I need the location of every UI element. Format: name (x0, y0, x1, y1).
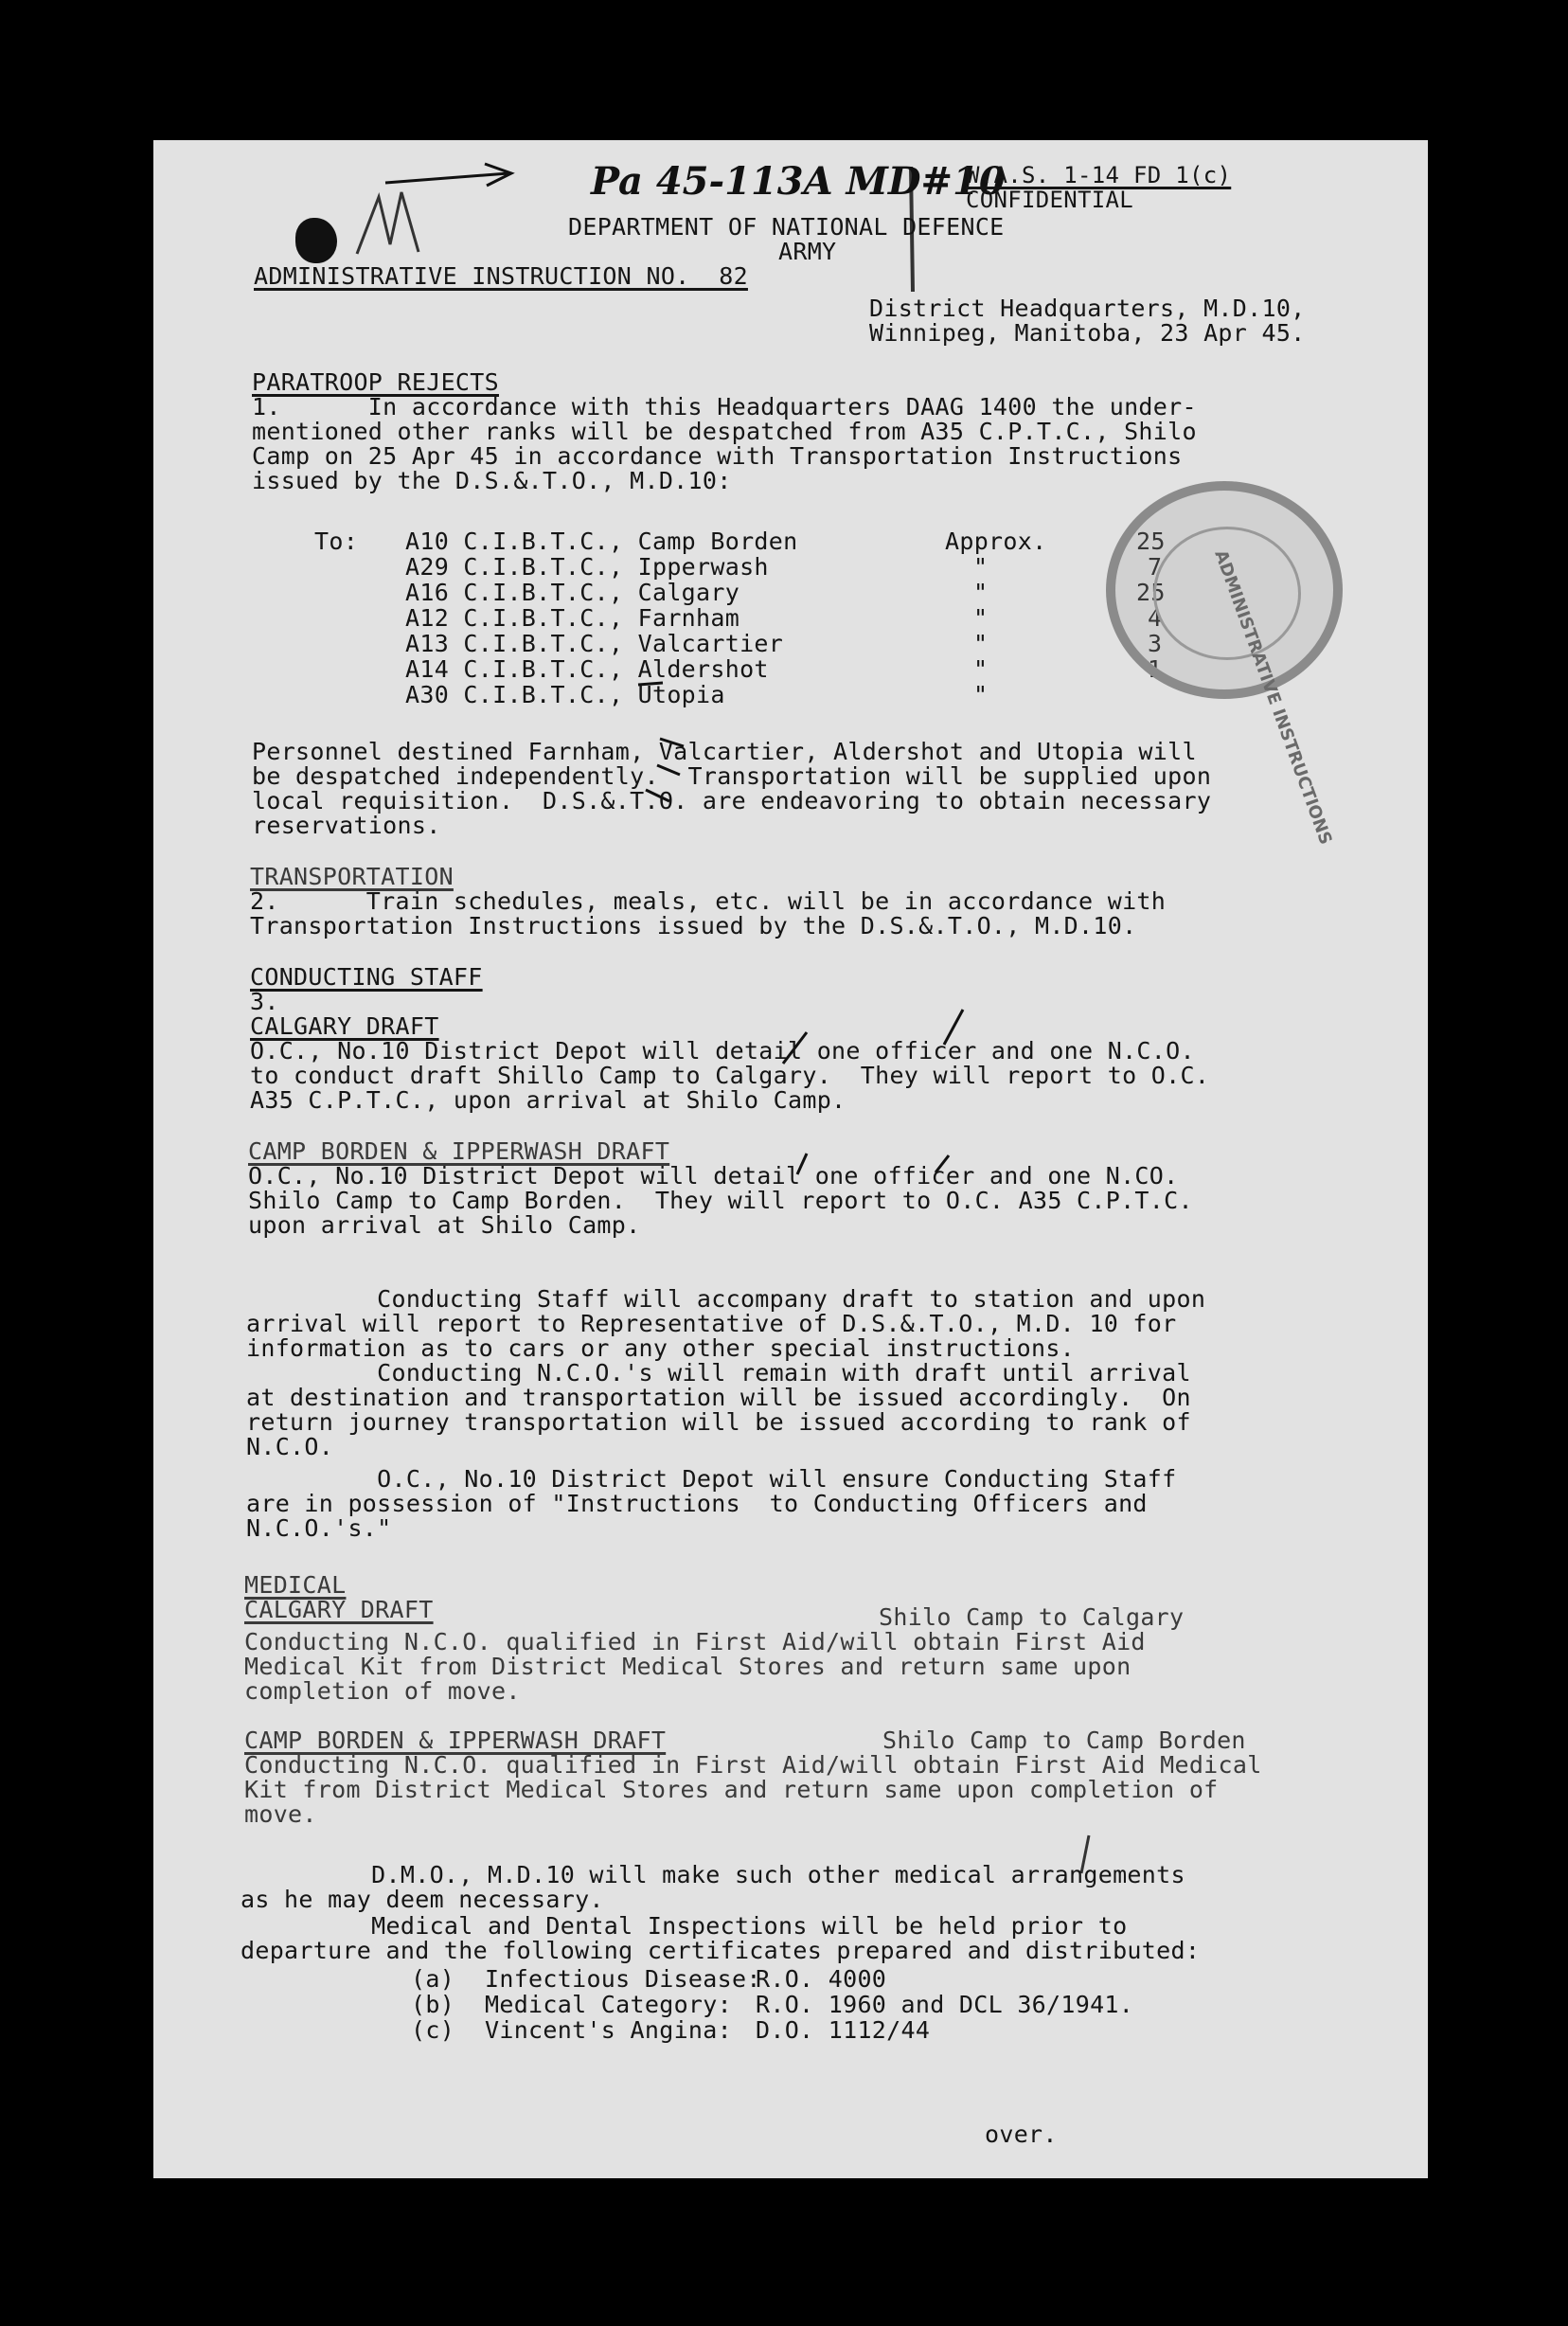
destination-qualifier: " (973, 681, 989, 708)
para3-staff-line: information as to cars or any other special instructions. (246, 1334, 1076, 1362)
para3-staff-line: O.C., No.10 District Depot will ensure Conducting Staff (246, 1465, 1177, 1493)
file-reference: W.A.S. 1-14 FD 1(c) (966, 162, 1232, 188)
destination-qualifier: " (973, 553, 989, 581)
destination-count: 3 (1148, 630, 1163, 657)
para3-staff-line: arrival will report to Representative of D.S.&.T.O., M.D. 10 for (246, 1310, 1177, 1337)
para4-closing-line: as he may deem necessary. (241, 1886, 604, 1913)
para3-number: 3. (250, 988, 279, 1015)
para3-borden-line: Shilo Camp to Camp Borden. They will report to O.C. A35 C.P.T.C. (248, 1187, 1193, 1214)
para3-staff-line: N.C.O. (246, 1433, 334, 1460)
subheading-calgary-medical: CALGARY DRAFT (244, 1596, 434, 1623)
section-heading-paratroop: PARATROOP REJECTS (252, 368, 499, 396)
para2-line: 2. Train schedules, meals, etc. will be in accordance with (250, 887, 1167, 915)
certificate-ref: R.O. 4000 (756, 1965, 887, 1993)
subheading-calgary-draft: CALGARY DRAFT (250, 1012, 439, 1040)
section-heading-conducting-staff: CONDUCTING STAFF (250, 963, 483, 991)
destination-unit: A12 C.I.B.T.C., Farnham (405, 604, 740, 632)
para4-calgary-line: completion of move. (244, 1677, 521, 1705)
certificate-ref: D.O. 1112/44 (756, 2016, 931, 2044)
destination-count: 1 (1148, 655, 1163, 683)
instruction-number: ADMINISTRATIVE INSTRUCTION NO. 82 (254, 262, 748, 290)
para1-line: Camp on 25 Apr 45 in accordance with Transportation Instructions (252, 442, 1183, 470)
section-heading-medical: MEDICAL (244, 1571, 347, 1599)
para4-borden-line: move. (244, 1800, 317, 1828)
destination-unit: A29 C.I.B.T.C., Ipperwash (405, 553, 769, 581)
stamp-text: ADMINISTRATIVE INSTRUCTIONS (1210, 547, 1336, 848)
certificate-label: (b) (411, 1991, 455, 2018)
destination-qualifier: Approx. (945, 528, 1047, 555)
destination-qualifier: " (973, 579, 989, 606)
para4-borden-line: Conducting N.C.O. qualified in First Aid/will obtain First Aid Medical (244, 1751, 1262, 1779)
certificate-label: (a) (411, 1965, 455, 1993)
para4-closing-line: D.M.O., M.D.10 will make such other medical arrangements (241, 1861, 1185, 1888)
circular-stamp (1106, 481, 1343, 848)
page-continuation: over. (985, 2120, 1058, 2148)
destination-count: 7 (1148, 553, 1163, 581)
para4-borden-line: Kit from District Medical Stores and return same upon completion of (244, 1776, 1219, 1803)
destination-unit: A14 C.I.B.T.C., Aldershot (405, 655, 769, 683)
para2-line: Transportation Instructions issued by the D.S.&.T.O., M.D.10. (250, 912, 1137, 939)
para4-calgary-line: Medical Kit from District Medical Stores and return same upon (244, 1653, 1131, 1680)
certificate-name: Vincent's Angina: (485, 2016, 732, 2044)
destination-count: 4 (1148, 604, 1163, 632)
destination-qualifier: " (973, 630, 989, 657)
destination-unit: A10 C.I.B.T.C., Camp Borden (405, 528, 798, 555)
destination-unit: A16 C.I.B.T.C., Calgary (405, 579, 740, 606)
destination-qualifier: " (973, 655, 989, 683)
subheading-borden-draft: CAMP BORDEN & IPPERWASH DRAFT (248, 1137, 670, 1165)
para3-staff-line: are in possession of "Instructions to Conducting Officers and (246, 1490, 1148, 1517)
section-heading-transportation: TRANSPORTATION (250, 863, 454, 890)
para1-line: 1. In accordance with this Headquarters DAAG 1400 the under- (252, 393, 1197, 420)
classification: CONFIDENTIAL (966, 187, 1133, 213)
borden-route: Shilo Camp to Camp Borden (882, 1727, 1246, 1754)
department-title: DEPARTMENT OF NATIONAL DEFENCE (568, 213, 1005, 241)
para3-borden-line: O.C., No.10 District Depot will detail one officer and one N.CO. (248, 1162, 1179, 1190)
para1-after-line: reservations. (252, 812, 441, 839)
para1-after-line: local requisition. D.S.&.T.O. are endeavoring to obtain necessary (252, 787, 1212, 814)
para4-closing-line: Medical and Dental Inspections will be held prior to (241, 1912, 1128, 1940)
certificate-name: Infectious Disease: (485, 1965, 761, 1993)
para3-staff-line: Conducting Staff will accompany draft to station and upon (246, 1285, 1206, 1313)
destination-unit: A30 C.I.B.T.C., Utopia (405, 681, 725, 708)
destination-unit: A13 C.I.B.T.C., Valcartier (405, 630, 784, 657)
para3-staff-line: at destination and transportation will be issued accordingly. On (246, 1384, 1191, 1411)
subheading-borden-medical: CAMP BORDEN & IPPERWASH DRAFT (244, 1727, 667, 1754)
destination-qualifier: " (973, 604, 989, 632)
para4-closing-line: departure and the following certificates prepared and distributed: (241, 1937, 1201, 1964)
handwritten-reference: Pa 45-113A MD#10 (591, 159, 1006, 204)
calgary-route: Shilo Camp to Calgary (879, 1603, 1185, 1631)
certificate-label: (c) (411, 2016, 455, 2044)
para3-calgary-line: to conduct draft Shillo Camp to Calgary. They will report to O.C. (250, 1062, 1210, 1089)
para3-borden-line: upon arrival at Shilo Camp. (248, 1211, 641, 1239)
certificate-ref: R.O. 1960 and DCL 36/1941. (756, 1991, 1134, 2018)
to-label: To: (314, 528, 359, 555)
para3-calgary-line: A35 C.P.T.C., upon arrival at Shilo Camp. (250, 1086, 846, 1114)
destination-count: 25 (1136, 579, 1166, 606)
para1-line: mentioned other ranks will be despatched from A35 C.P.T.C., Shilo (252, 418, 1197, 445)
destination-count: 25 (1136, 528, 1166, 555)
para3-calgary-line: O.C., No.10 District Depot will detail one officer and one N.C.O. (250, 1037, 1195, 1065)
para1-after-line: Personnel destined Farnham, Valcartier, Aldershot and Utopia will (252, 738, 1197, 765)
service-title: ARMY (778, 238, 837, 265)
certificate-name: Medical Category: (485, 1991, 732, 2018)
para3-staff-line: N.C.O.'s." (246, 1514, 392, 1542)
origin-line-2: Winnipeg, Manitoba, 23 Apr 45. (869, 319, 1306, 347)
para3-staff-line: return journey transportation will be issued according to rank of (246, 1408, 1191, 1436)
para1-line: issued by the D.S.&.T.O., M.D.10: (252, 467, 732, 494)
para3-staff-line: Conducting N.C.O.'s will remain with draft until arrival (246, 1359, 1191, 1387)
origin-line-1: District Headquarters, M.D.10, (869, 295, 1306, 322)
para4-calgary-line: Conducting N.C.O. qualified in First Aid/will obtain First Aid (244, 1628, 1146, 1655)
para1-after-line: be despatched independently. Transportation will be supplied upon (252, 762, 1212, 790)
document-page (153, 140, 1428, 2178)
